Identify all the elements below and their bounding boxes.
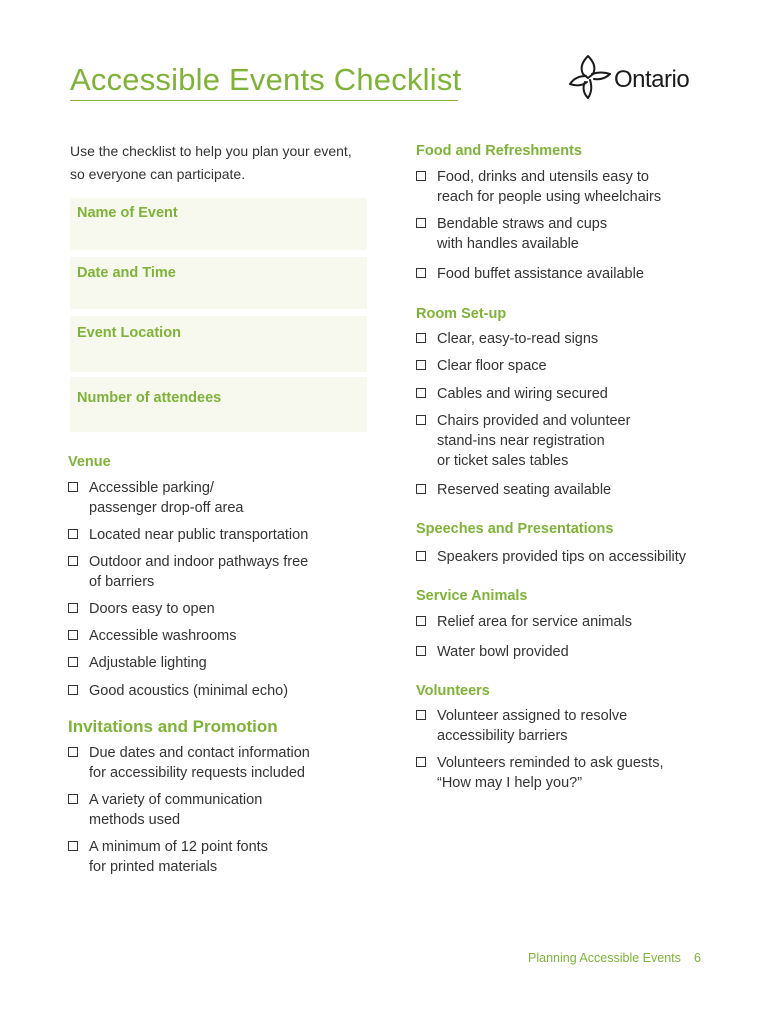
item-label: Food buffet assistance available — [437, 266, 644, 282]
checkbox[interactable] — [416, 757, 426, 767]
checkbox[interactable] — [68, 482, 78, 492]
date-and-time-field[interactable] — [70, 257, 367, 309]
speeches-heading: Speeches and Presentations — [416, 521, 614, 537]
item-label: Reserved seating available — [437, 482, 612, 498]
logo-wordmark: Ontario — [614, 66, 690, 93]
page-title: Accessible Events Checklist — [70, 62, 462, 97]
ontario-logo — [566, 52, 706, 102]
page-number: 6 — [694, 951, 701, 965]
footer-title: Planning Accessible Events — [528, 951, 681, 965]
item-label: Chairs provided and volunteer stand-ins near registration or ticket sales tables — [437, 413, 631, 469]
checkbox[interactable] — [416, 218, 426, 228]
field-label: Date and Time — [77, 265, 176, 281]
intro-text: Use the checklist to help you plan your event, so everyone can participate. — [70, 143, 352, 182]
item-label: Speakers provided tips on accessibility — [437, 549, 687, 565]
item-label: A minimum of 12 point fonts for printed materials — [89, 839, 268, 875]
checkbox[interactable] — [416, 646, 426, 656]
checkbox[interactable] — [416, 415, 426, 425]
item-label: Clear floor space — [437, 358, 547, 374]
field-label: Number of attendees — [77, 390, 222, 406]
item-label: A variety of communication methods used — [89, 792, 263, 828]
item-label: Volunteers reminded to ask guests, “How may I help you?” — [437, 755, 664, 791]
checkbox[interactable] — [68, 529, 78, 539]
checkbox[interactable] — [416, 551, 426, 561]
checkbox[interactable] — [68, 685, 78, 695]
service-animals-heading: Service Animals — [416, 588, 528, 604]
checkbox[interactable] — [416, 333, 426, 343]
number-of-attendees-field[interactable] — [70, 377, 367, 432]
checkbox[interactable] — [68, 841, 78, 851]
item-label: Located near public transportation — [89, 527, 309, 543]
invitations-heading: Invitations and Promotion — [68, 717, 278, 736]
checkbox[interactable] — [416, 616, 426, 626]
field-label: Event Location — [77, 325, 181, 341]
item-label: Water bowl provided — [437, 644, 569, 660]
checkbox[interactable] — [416, 360, 426, 370]
item-label: Due dates and contact information for accessibility requests included — [89, 745, 310, 781]
item-label: Bendable straws and cups with handles available — [437, 216, 608, 252]
item-label: Outdoor and indoor pathways free of barriers — [89, 554, 309, 590]
food-heading: Food and Refreshments — [416, 143, 582, 159]
item-label: Good acoustics (minimal echo) — [89, 683, 289, 699]
item-label: Relief area for service animals — [437, 614, 633, 630]
volunteers-heading: Volunteers — [416, 683, 490, 699]
item-label: Volunteer assigned to resolve accessibility barriers — [437, 708, 628, 744]
item-label: Food, drinks and utensils easy to reach for people using wheelchairs — [437, 169, 662, 205]
title-underline — [70, 100, 458, 101]
name-of-event-field[interactable] — [70, 198, 367, 250]
checkbox[interactable] — [68, 603, 78, 613]
item-label: Accessible washrooms — [89, 628, 237, 644]
item-label: Accessible parking/ passenger drop-off area — [89, 480, 244, 516]
trillium-icon — [566, 52, 612, 102]
checkbox[interactable] — [68, 556, 78, 566]
event-location-field[interactable] — [70, 316, 367, 372]
checkbox[interactable] — [68, 657, 78, 667]
item-label: Adjustable lighting — [89, 655, 207, 671]
item-label: Doors easy to open — [89, 601, 215, 617]
checkbox[interactable] — [68, 794, 78, 804]
checkbox[interactable] — [416, 388, 426, 398]
field-label: Name of Event — [77, 205, 178, 221]
item-label: Cables and wiring secured — [437, 386, 608, 402]
item-label: Clear, easy-to-read signs — [437, 331, 599, 347]
venue-heading: Venue — [68, 454, 111, 470]
checkbox[interactable] — [416, 171, 426, 181]
checkbox[interactable] — [416, 710, 426, 720]
room-setup-heading: Room Set-up — [416, 306, 507, 322]
checkbox[interactable] — [416, 268, 426, 278]
checkbox[interactable] — [68, 747, 78, 757]
checkbox[interactable] — [68, 630, 78, 640]
checkbox[interactable] — [416, 484, 426, 494]
